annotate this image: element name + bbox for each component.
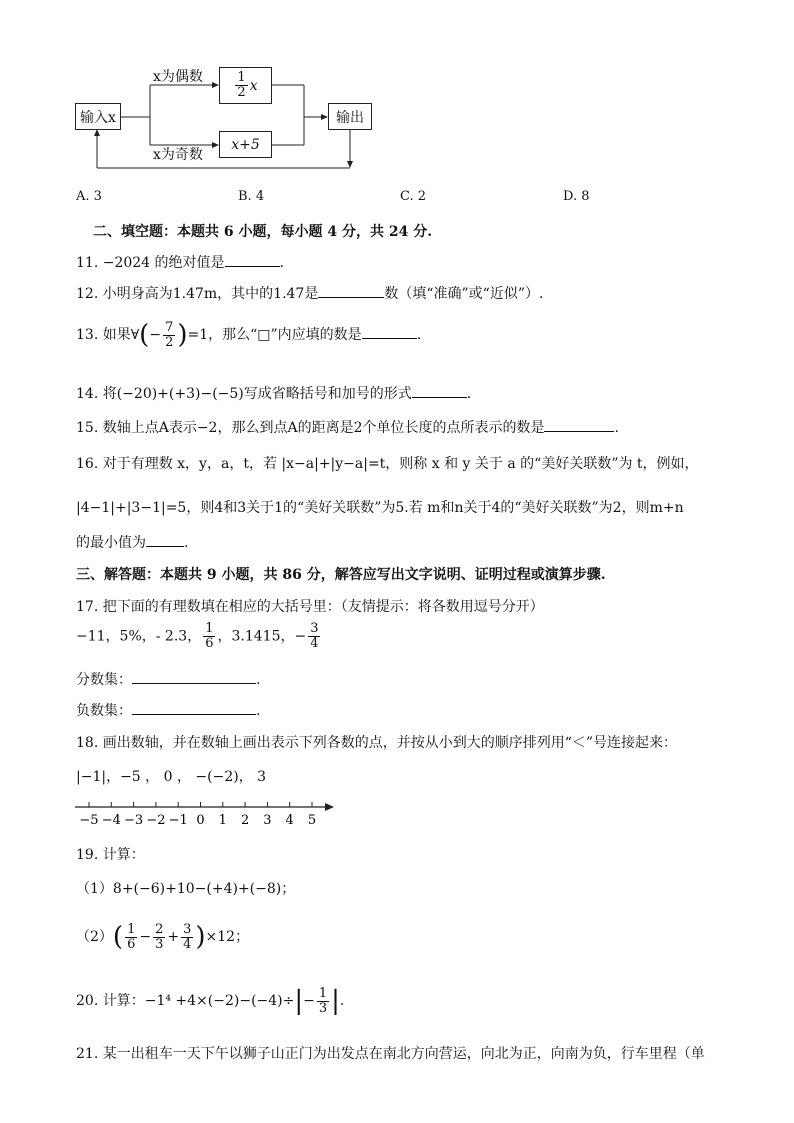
q18-title: 18. 画出数轴，并在数轴上画出表示下列各数的点，并按从小到大的顺序排列用“＜”号连接起来： (76, 735, 678, 751)
q19-fraction-b: $\frac{2}{3}$ (155, 921, 164, 952)
q17-fraction-2: $\frac{3}{4}$ (310, 621, 319, 651)
number-line-arrow (325, 803, 334, 811)
q13-box-symbol: ∀ (130, 327, 140, 343)
q21: 21. 某一出租车一天下午以狮子山正门为出发点在南北方向营运，向北为正，向南为负，行车里程（单 (76, 1046, 705, 1062)
q14-blank[interactable] (412, 383, 467, 398)
flow-odd-op: x+5 (231, 136, 260, 153)
section3-heading: 三、解答题：本题共 9 小题，共 86 分，解答应写出文字说明、证明过程或演算步骤. (76, 567, 606, 583)
q20: 20. 计算：−1⁴ +4×(−2)−(−4)÷|− $\frac{1}{3}$ |. (76, 985, 345, 1016)
flow-odd-label: x为奇数 (153, 147, 203, 163)
q19-part2: （2）( $\frac{1}{6}$ − $\frac{2}{3}$ + $\frac{3}{4}$ )×12； (76, 921, 250, 952)
q16-blank[interactable] (146, 532, 184, 547)
q12: 12. 小明身高为1.47m，其中的1.47是 数（填“准确”或“近似”）. (76, 283, 543, 303)
flow-input-label: 输入x (80, 109, 116, 126)
q19-fraction-c: $\frac{3}{4}$ (183, 921, 192, 952)
q15: 15. 数轴上点A表示−2，那么到点A的距离是2个单位长度的点所表示的数是 . (76, 417, 619, 437)
q15-blank[interactable] (544, 417, 614, 432)
number-line-tick-label: 1 (218, 813, 227, 828)
q13-fraction: $\frac{7}{2}$ (165, 319, 174, 350)
q17-numbers: −11，5%，- 2.3， $\frac{1}{6}$ ，3.1415，− $\frac{3}{4}$ (76, 621, 319, 651)
q17-fraction-1: $\frac{1}{6}$ (205, 621, 214, 651)
q11: 11. −2024 的绝对值是 . (76, 252, 284, 272)
number-line-tick-label: −1 (168, 813, 188, 828)
q19-title: 19. 计算： (76, 847, 145, 863)
q12-blank[interactable] (318, 283, 384, 298)
q14: 14. 将(−20)+(+3)−(−5)写成省略括号和加号的形式 . (76, 383, 471, 403)
number-line-tick-label: 5 (307, 813, 317, 828)
q17-negative-set-blank[interactable] (132, 700, 256, 715)
q13-blank[interactable] (362, 324, 417, 339)
number-line-tick-label: −5 (79, 813, 99, 828)
flow-even-label: x为偶数 (153, 69, 203, 85)
section2-heading: 二、填空题：本题共 6 小题，每小题 4 分，共 24 分. (93, 224, 433, 240)
q10-option-b: B. 4 (238, 189, 265, 204)
flow-even-fraction: $\frac{1}{2}$ (237, 70, 246, 100)
q19-part1: （1）8+(−6)+10−(+4)+(−8)； (76, 881, 296, 897)
number-line-tick-label: −3 (124, 813, 144, 828)
q16-line3: 的最小值为 . (76, 532, 188, 552)
number-line-tick-label: 2 (240, 813, 250, 828)
q16-line2: |4−1|+|3−1|=5，则4和3关于1的“美好关联数”为5.若 m和n关于4的“美好关联数”为2，则m+n (76, 500, 684, 516)
flow-odd-op-box (219, 131, 272, 158)
number-line-tick-label: −2 (146, 813, 166, 828)
q17-negative-set: 负数集： . (76, 700, 260, 720)
flow-even-var: x (249, 77, 258, 94)
number-line-tick-label: 3 (263, 813, 272, 828)
q17-title: 17. 把下面的有理数填在相应的大括号里：（友情提示：将各数用逗号分开） (76, 599, 544, 615)
q10-option-d: D. 8 (563, 189, 590, 204)
flow-input-box (75, 103, 121, 130)
number-line[interactable] (70, 798, 340, 828)
q10-option-a: A. 3 (76, 189, 102, 204)
q17-fraction-set-blank[interactable] (132, 669, 256, 684)
number-line-tick-label: 4 (285, 813, 294, 828)
q11-blank[interactable] (225, 252, 280, 267)
flow-output-label: 输出 (336, 109, 364, 126)
q13: 13. 如果∀(− $\frac{7}{2}$ )=1，那么“□”内应填的数是 . (76, 319, 422, 350)
q10-option-c: C. 2 (400, 189, 427, 204)
q20-fraction: $\frac{1}{3}$ (318, 985, 328, 1016)
number-line-tick-label: 0 (196, 813, 205, 828)
q19-fraction-a: $\frac{1}{6}$ (127, 921, 136, 952)
number-line-tick-label: −4 (101, 813, 121, 828)
flow-output-box (328, 103, 372, 130)
flowchart-lines (0, 0, 794, 190)
q16-line1: 16. 对于有理数 x，y，a，t，若 |x−a|+|y−a|=t，则称 x 和 y 关于 a 的“美好关联数”为 t，例如， (76, 456, 699, 472)
flow-even-op-box (219, 67, 272, 104)
q18-numbers: |−1|，−5 ， 0 ， −(−2)， 3 (76, 769, 267, 785)
q17-fraction-set: 分数集： . (76, 669, 260, 689)
